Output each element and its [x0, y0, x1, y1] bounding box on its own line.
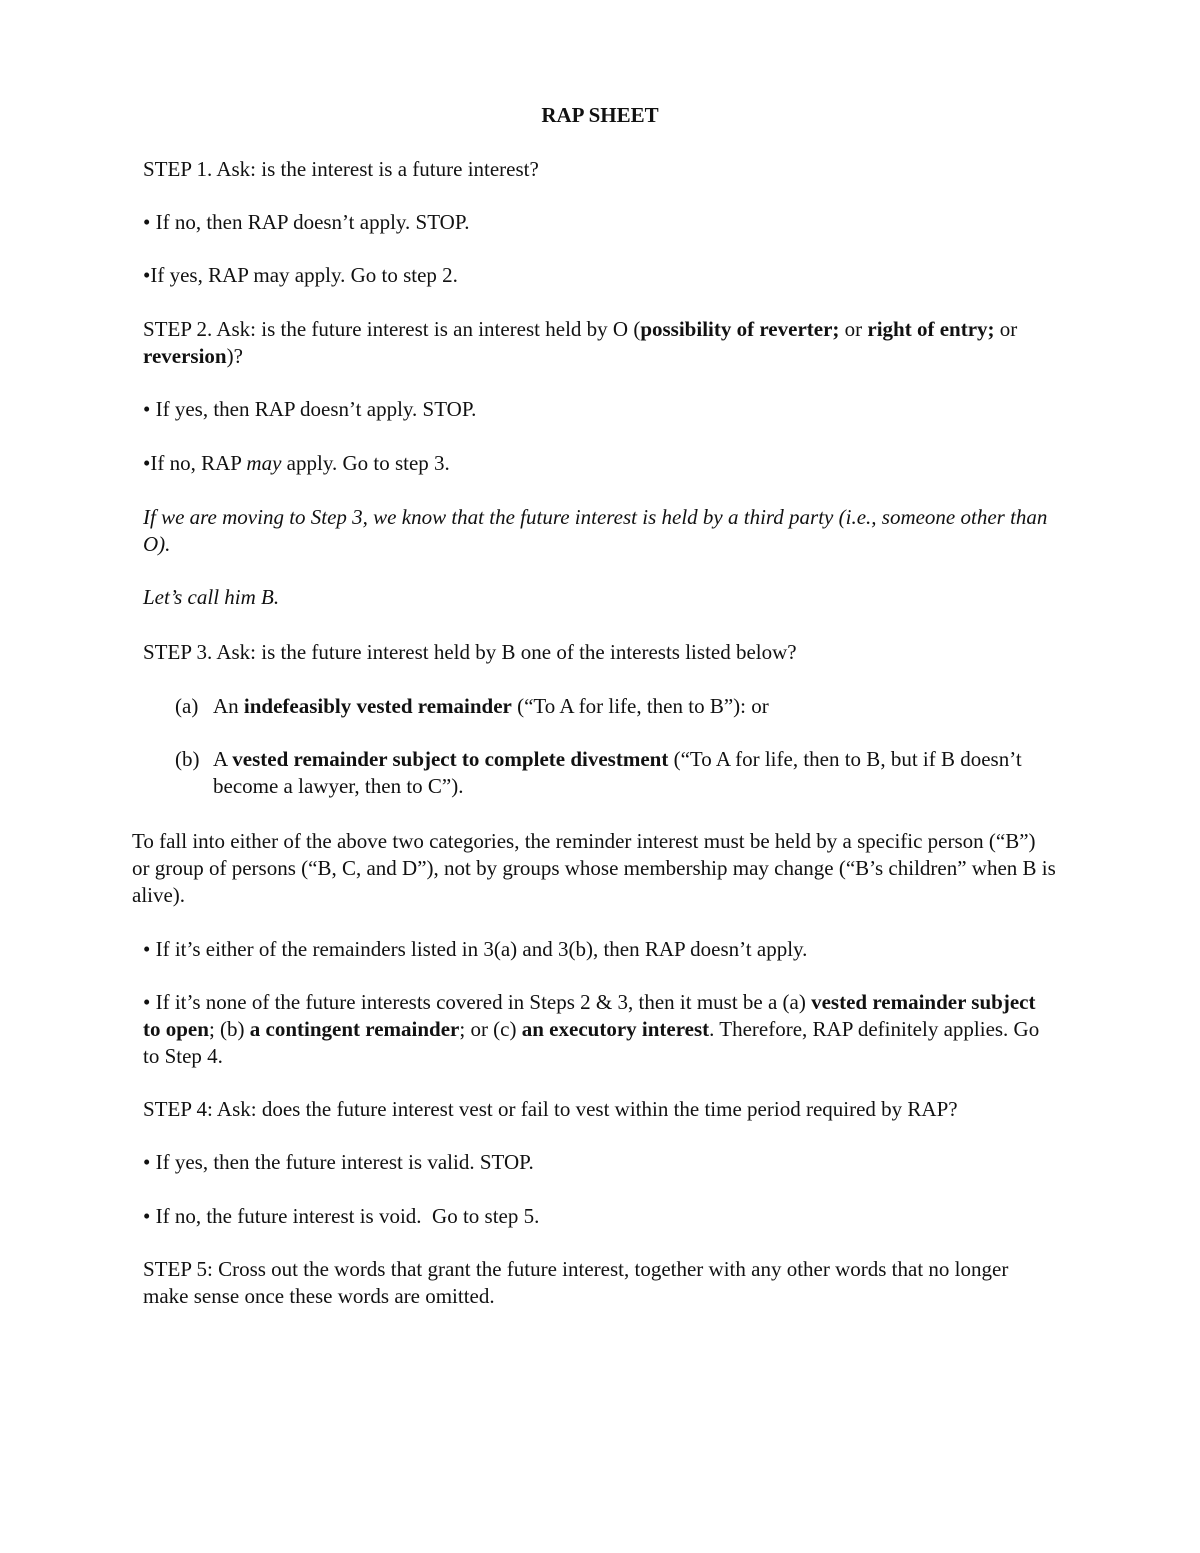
item-a-pre: An [213, 694, 244, 718]
item-b-text [213, 746, 1058, 800]
step2-question-start: STEP 2. Ask: is the future interest is an interest held by O ( [143, 317, 641, 341]
bullet-none-sep-1: ; (b) [208, 1017, 250, 1041]
step4-yes-bullet: • If yes, then the future interest is valid. STOP. [143, 1150, 534, 1174]
step2-term-reversion: reversion [143, 344, 227, 368]
step5-text: STEP 5: Cross out the words that grant the future interest, together with any other words that no longer make sense once these words are omitted. [143, 1257, 1009, 1308]
item-a-label: (a) [175, 694, 199, 718]
step2-separator-2: or [994, 317, 1018, 341]
step1-question: STEP 1. Ask: is the interest is a future interest? [143, 157, 539, 181]
step2-separator-1: or [839, 317, 868, 341]
item-a-term: indefeasibly vested remainder [243, 694, 512, 718]
item-b-term: vested remainder subject to complete divestment [232, 747, 669, 771]
step3-bullet-remainders: • If it’s either of the remainders listed in 3(a) and 3(b), then RAP doesn’t apply. [143, 937, 808, 961]
step3-item-b [175, 746, 1075, 800]
step1-no-bullet: • If no, then RAP doesn’t apply. STOP. [143, 210, 470, 234]
step2-term-right-of-entry: right of entry; [867, 317, 995, 341]
step2-no-emphasis: may [246, 451, 282, 475]
step4-no-bullet: • If no, the future interest is void. Go to step 5. [143, 1204, 540, 1228]
step2-term-possibility-of-reverter: possibility of reverter; [640, 317, 840, 341]
bullet-none-pre: • If it’s none of the future interests covered in Steps 2 & 3, then it must be a (a) [143, 990, 812, 1014]
bullet-none-term-executory: an executory interest [521, 1017, 710, 1041]
step3-item-a [175, 693, 1075, 720]
step4-question: STEP 4: Ask: does the future interest vest or fail to vest within the time period required by RAP? [143, 1097, 958, 1121]
item-b-label: (b) [175, 747, 200, 771]
step2-no-end: apply. Go to step 3. [281, 451, 450, 475]
step1-yes-bullet: •If yes, RAP may apply. Go to step 2. [143, 263, 458, 287]
step2-question [143, 316, 1043, 370]
note-call-him-b-text: Let’s call him B. [143, 585, 280, 609]
bullet-none-term-contingent: a contingent remainder [249, 1017, 460, 1041]
item-a-text [213, 693, 1073, 720]
note-call-him-b [143, 584, 1073, 611]
item-b-pre: A [213, 747, 233, 771]
step3-explanation: To fall into either of the above two categories, the reminder interest must be held by a specific person (“B”) or group of persons (“B, C, and D”), not by groups whose membership may change (“B’s children” when B is alive). [132, 829, 1056, 907]
document-title: RAP SHEET [541, 103, 659, 127]
item-b-post: (“To A for life, then to B, but if B doesn’t become a lawyer, then to C”). [213, 747, 1022, 798]
item-a-post: (“To A for life, then to B”): or [511, 694, 769, 718]
step3-bullet-none [143, 989, 1058, 1070]
bullet-none-sep-2: ; or (c) [459, 1017, 522, 1041]
note-third-party [143, 504, 1068, 558]
step2-question-end: )? [226, 344, 243, 368]
step3-question: STEP 3. Ask: is the future interest held by B one of the interests listed below? [143, 640, 797, 664]
step2-no-bullet [143, 450, 1073, 477]
step2-no-start: •If no, RAP [143, 451, 247, 475]
bullet-none-term-vested-subject-to-open: vested remainder subject to open [143, 990, 1036, 1041]
bullet-none-post: . Therefore, RAP definitely applies. Go to Step 4. [143, 1017, 1040, 1068]
note-third-party-text: If we are moving to Step 3, we know that the future interest is held by a third party (i.e., someone other than O). [143, 505, 1048, 556]
step2-yes-bullet: • If yes, then RAP doesn’t apply. STOP. [143, 397, 477, 421]
